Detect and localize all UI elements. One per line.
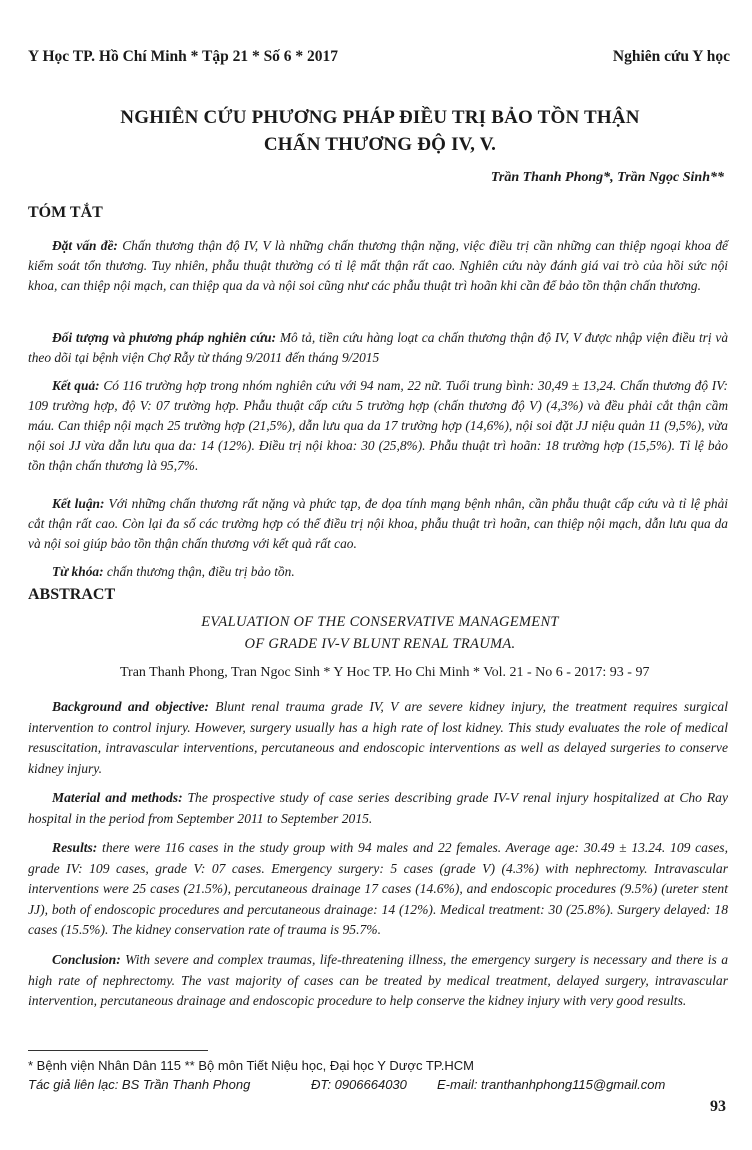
affiliation-footnote: * Bệnh viện Nhân Dân 115 ** Bộ môn Tiết Niệu học, Đại học Y Dược TP.HCM [28,1058,474,1073]
en-methods-text: The prospective study of case series describing grade IV-V renal injury hospitalized at Cho Ray hospital in the period from September 2011 to September 2015. [28,790,728,826]
journal-header: Y Học TP. Hồ Chí Minh * Tập 21 * Số 6 * 2017 [28,48,339,65]
vi-keywords-text: chấn thương thận, điều trị bảo tồn. [103,564,295,579]
vi-keywords-paragraph [28,562,728,582]
en-results-text: there were 116 cases in the study group with 94 males and 22 females. Average age: 30.49 ± 13.24. 109 cases, grade IV: 109 cases, grade V: 07 cases. Emergency surgery: 5 cases (grade V) (4.3%) with nephrectomy. Intravascular interventions were 25 cases (21.5%), percutaneous drainage 17 cases (14.6%), and endoscopic procedures (9.5%) (ureter stent JJ), both of endoscopic procedures and percutaneous drainage: 14 (12%). Medical treatment: 30 (25.8%). Surgery delayed: 18 cases (15.5%). The kidney conservation rate of trauma is 95.7%. [28,840,728,937]
en-title-line2: OF GRADE IV-V BLUNT RENAL TRAUMA. [244,636,516,652]
en-title-line1: EVALUATION OF THE CONSERVATIVE MANAGEMENT [201,614,559,630]
vi-background-text: Chấn thương thận độ IV, V là những chấn thương thận nặng, việc điều trị cần những can thiệp ngoại khoa để kiểm soát tổn thương. Tuy nhiên, phẫu thuật thường có tỉ lệ mất thận rất cao. Nghiên cứu này đánh giá vai trò của hồi sức nội khoa, can thiệp nội mạch, can thiệp qua da và nội soi cũng như các phẫu thuật trì hoãn khi cần để bảo tồn thận chấn thương. [28,238,728,293]
en-results-label: Results: [52,840,98,855]
en-background-paragraph [28,697,728,779]
vi-background-label: Đặt vấn đề: [52,238,118,253]
contact-email: E-mail: tranthanhphong115@gmail.com [437,1077,666,1092]
vi-methods-paragraph [28,328,728,368]
vi-conclusion-text: Với những chấn thương rất nặng và phức tạp, đe dọa tính mạng bệnh nhân, cần phẫu thuật cấp cứu và tỉ lệ phải cắt thận rất cao. Còn lại đa số các trường hợp có thể điều trị nội khoa, phẫu thuật trì hoãn, can thiệp nội mạch, dẫn lưu qua da và nội soi giúp bảo tồn thận chấn thương với kết quả rất cao. [28,496,728,551]
vi-results-label: Kết quả: [52,378,100,393]
vi-background-paragraph [28,236,728,296]
vi-conclusion-paragraph [28,494,728,554]
vi-keywords-label: Từ khóa: [52,564,104,579]
vi-conclusion-label: Kết luận: [52,496,105,511]
vi-methods-text: Mô tả, tiền cứu hàng loạt ca chấn thương thận độ IV, V được nhập viện điều trị và theo dõi tại bệnh viện Chợ Rẫy từ tháng 9/2011 đến tháng 9/2015 [28,330,729,365]
en-methods-paragraph [28,788,728,829]
en-abstract-heading: ABSTRACT [28,586,116,603]
vi-results-paragraph [28,376,728,476]
en-background-text: Blunt renal trauma grade IV, V are severe kidney injury, the treatment requires surgical intervention to control injury. However, surgery usually has a high rate of lost kidney. This study evaluates the role of medical resuscitation, intravascular interventions, percutaneous and endoscopic interventions as well as delayed surgeries to conserve kidney injury. [28,699,728,776]
vi-methods-label: Đối tượng và phương pháp nghiên cứu: [52,330,277,345]
en-results-paragraph [28,838,728,941]
article-title-line2: CHẤN THƯƠNG ĐỘ IV, V. [263,134,497,155]
citation: Tran Thanh Phong, Tran Ngoc Sinh * Y Hoc TP. Ho Chi Minh * Vol. 21 - No 6 - 2017: 93 - 97 [120,665,650,680]
en-conclusion-text: With severe and complex traumas, life-threatening illness, the emergency surgery is necessary and there is a high rate of nephrectomy. The vast majority of cases can be treated by medical treatment, delayed surgery, intravascular intervention, percutaneous drainage and endoscopic procedure to help conserve the kidney injury with very good results. [28,952,728,1008]
contact-phone: ĐT: 0906664030 [311,1077,407,1092]
footnote-divider [28,1050,208,1051]
en-conclusion-label: Conclusion: [52,952,121,967]
article-title-line1: NGHIÊN CỨU PHƯƠNG PHÁP ĐIỀU TRỊ BẢO TỒN THẬN [120,107,640,128]
vi-abstract-heading: TÓM TẮT [28,204,103,221]
en-conclusion-paragraph [28,950,728,1012]
authors: Trần Thanh Phong*, Trần Ngọc Sinh** [490,170,724,185]
en-background-label: Background and objective: [52,699,209,714]
contact-author: Tác giả liên lạc: BS Trần Thanh Phong [28,1077,251,1092]
en-methods-label: Material and methods: [52,790,183,805]
section-label: Nghiên cứu Y học [612,48,730,65]
vi-results-text: Có 116 trường hợp trong nhóm nghiên cứu với 94 nam, 22 nữ. Tuổi trung bình: 30,49 ± 13,24. Chấn thương độ IV: 109 trường hợp, độ V: 07 trường hợp. Phẫu thuật cấp cứu 5 trường hợp (chấn thương độ V) (4,3%) và đều phải cắt thận cầm máu. Can thiệp nội mạch 25 trường hợp (21,5%), dẫn lưu qua da 17 trường hợp (14,6%), nội soi đặt JJ niệu quản 11 (9,5%), vừa nội soi JJ vừa dẫn lưu qua da: 14 (12%). Điều trị nội khoa: 30 (25,8%). Phẫu thuật trì hoãn: 18 trường hợp (15,5%). Tỉ lệ bảo tồn thận chấn thương là 95,7%. [28,378,728,473]
page-number: 93 [710,1098,726,1115]
